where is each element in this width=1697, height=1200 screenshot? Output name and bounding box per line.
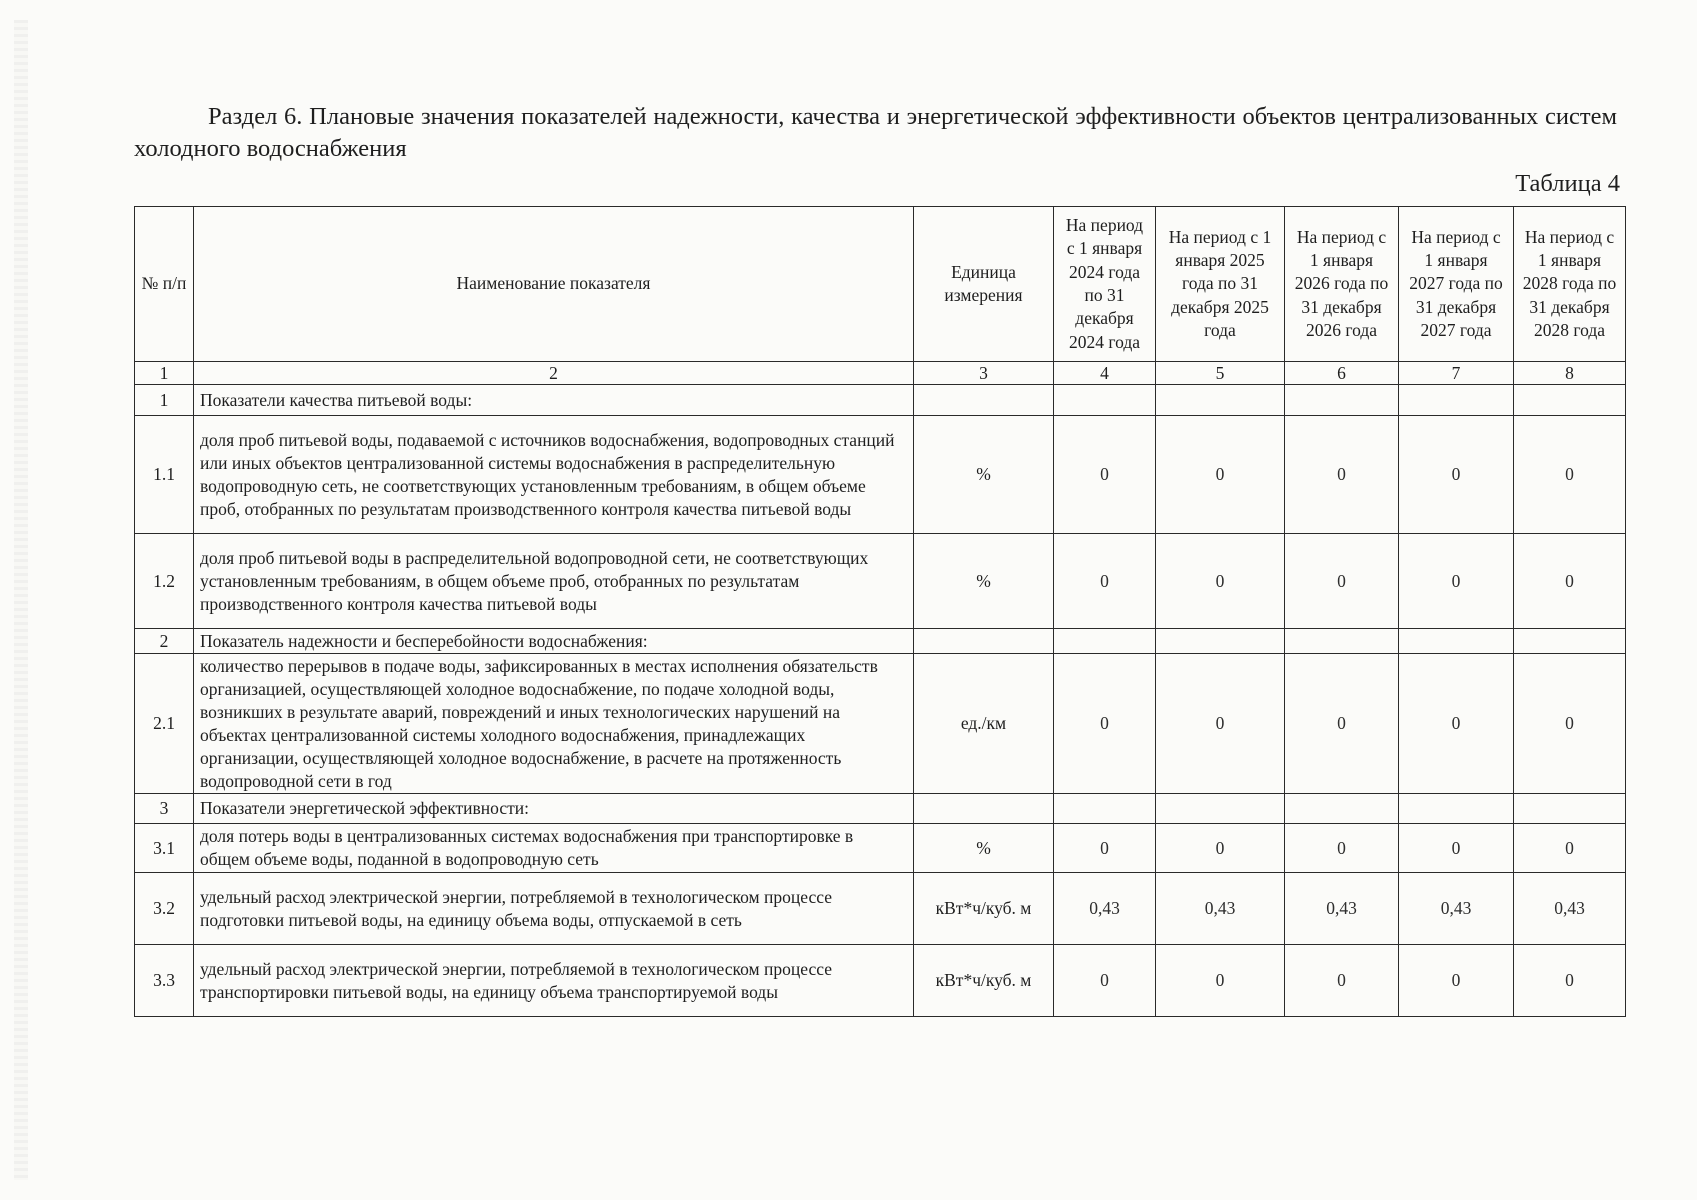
row-unit — [914, 385, 1054, 416]
row-value — [1156, 629, 1285, 654]
row-value: 0 — [1054, 534, 1156, 629]
row-value — [1156, 794, 1285, 824]
header-period-2027: На период с 1 января 2027 года по 31 декабря 2027 года — [1399, 207, 1514, 362]
header-period-2028: На период с 1 января 2028 года по 31 декабря 2028 года — [1514, 207, 1626, 362]
row-num: 1.1 — [135, 416, 194, 534]
row-value: 0,43 — [1285, 873, 1399, 945]
row-value: 0 — [1399, 824, 1514, 873]
row-value: 0 — [1285, 945, 1399, 1017]
row-name: Показатели энергетической эффективности: — [194, 794, 914, 824]
row-value: 0,43 — [1514, 873, 1626, 945]
row-value: 0 — [1285, 416, 1399, 534]
row-value: 0 — [1054, 945, 1156, 1017]
table-row — [135, 654, 1626, 794]
row-num: 1 — [135, 385, 194, 416]
row-value: 0 — [1156, 534, 1285, 629]
row-value: 0 — [1054, 416, 1156, 534]
row-name: удельный расход электрической энергии, потребляемой в технологическом процессе транспортировки питьевой воды, на единицу объема транспортируемой воды — [194, 945, 914, 1017]
row-value — [1156, 385, 1285, 416]
table-row — [135, 629, 1626, 654]
row-value — [1514, 794, 1626, 824]
column-number: 7 — [1399, 362, 1514, 385]
row-value: 0 — [1514, 824, 1626, 873]
row-value: 0 — [1156, 945, 1285, 1017]
row-value: 0 — [1054, 654, 1156, 794]
header-period-2025: На период с 1 января 2025 года по 31 декабря 2025 года — [1156, 207, 1285, 362]
row-value: 0 — [1054, 824, 1156, 873]
row-name: доля проб питьевой воды, подаваемой с источников водоснабжения, водопроводных станций или иных объектов централизованной системы водоснабжения в распределительную водопроводную сеть, не соответствующих установленным требованиям, в общем объеме проб, отобранных по результатам производственного контроля качества питьевой воды — [194, 416, 914, 534]
scan-edge-artifact — [14, 20, 28, 1180]
row-name: доля проб питьевой воды в распределительной водопроводной сети, не соответствующих установленным требованиям, в общем объеме проб, отобранных по результатам производственного контроля качества питьевой воды — [194, 534, 914, 629]
table-row — [135, 824, 1626, 873]
row-value: 0 — [1399, 654, 1514, 794]
table-header-row — [135, 207, 1626, 362]
row-value — [1285, 794, 1399, 824]
row-unit: кВт*ч/куб. м — [914, 945, 1054, 1017]
row-value — [1399, 794, 1514, 824]
row-value — [1514, 629, 1626, 654]
section-heading: Раздел 6. Плановые значения показателей надежности, качества и энергетической эффективности объектов централизованных систем холодного водоснабжения — [134, 103, 1617, 162]
row-num: 1.2 — [135, 534, 194, 629]
row-value: 0 — [1156, 416, 1285, 534]
row-num: 3.3 — [135, 945, 194, 1017]
header-name: Наименование показателя — [194, 207, 914, 362]
table-label: Таблица 4 — [1515, 170, 1620, 197]
row-value — [1054, 385, 1156, 416]
row-unit: % — [914, 416, 1054, 534]
column-number: 6 — [1285, 362, 1399, 385]
row-name: Показатель надежности и бесперебойности водоснабжения: — [194, 629, 914, 654]
row-name: количество перерывов в подаче воды, зафиксированных в местах исполнения обязательств организацией, осуществляющей холодное водоснабжение, по подаче холодной воды, возникших в результате аварий, повреждений и иных технологических нарушений на объектах централизованной системы холодного водоснабжения, принадлежащих организации, осуществляющей холодное водоснабжение, в расчете на протяженность водопроводной сети в год — [194, 654, 914, 794]
column-number-row — [135, 362, 1626, 385]
row-value: 0 — [1285, 824, 1399, 873]
row-value — [1054, 794, 1156, 824]
header-period-2026: На период с 1 января 2026 года по 31 декабря 2026 года — [1285, 207, 1399, 362]
indicators-table — [134, 206, 1626, 1017]
table-row — [135, 873, 1626, 945]
row-value: 0 — [1399, 534, 1514, 629]
row-value — [1399, 629, 1514, 654]
header-period-2024: На период с 1 января 2024 года по 31 декабря 2024 года — [1054, 207, 1156, 362]
table-row — [135, 794, 1626, 824]
table-row — [135, 416, 1626, 534]
row-value: 0 — [1399, 945, 1514, 1017]
header-num: № п/п — [135, 207, 194, 362]
row-value: 0,43 — [1156, 873, 1285, 945]
row-name: доля потерь воды в централизованных системах водоснабжения при транспортировке в общем объеме воды, поданной в водопроводную сеть — [194, 824, 914, 873]
row-value: 0 — [1514, 416, 1626, 534]
row-value: 0 — [1285, 534, 1399, 629]
column-number: 3 — [914, 362, 1054, 385]
row-value: 0 — [1399, 416, 1514, 534]
row-num: 2 — [135, 629, 194, 654]
row-value — [1399, 385, 1514, 416]
row-num: 3.2 — [135, 873, 194, 945]
row-value: 0 — [1285, 654, 1399, 794]
row-value: 0,43 — [1054, 873, 1156, 945]
row-name: Показатели качества питьевой воды: — [194, 385, 914, 416]
row-unit: кВт*ч/куб. м — [914, 873, 1054, 945]
table-row — [135, 385, 1626, 416]
row-name: удельный расход электрической энергии, потребляемой в технологическом процессе подготовки питьевой воды, на единицу объема воды, отпускаемой в сеть — [194, 873, 914, 945]
row-value: 0 — [1514, 534, 1626, 629]
row-value — [1285, 629, 1399, 654]
row-value — [1285, 385, 1399, 416]
row-unit — [914, 629, 1054, 654]
column-number: 1 — [135, 362, 194, 385]
row-num: 3 — [135, 794, 194, 824]
row-num: 3.1 — [135, 824, 194, 873]
table-row — [135, 534, 1626, 629]
row-unit — [914, 794, 1054, 824]
row-value: 0 — [1514, 654, 1626, 794]
row-value — [1054, 629, 1156, 654]
table-row — [135, 945, 1626, 1017]
column-number: 8 — [1514, 362, 1626, 385]
row-value: 0,43 — [1399, 873, 1514, 945]
row-value: 0 — [1514, 945, 1626, 1017]
column-number: 5 — [1156, 362, 1285, 385]
row-unit: % — [914, 534, 1054, 629]
column-number: 2 — [194, 362, 914, 385]
row-value — [1514, 385, 1626, 416]
row-value: 0 — [1156, 654, 1285, 794]
row-num: 2.1 — [135, 654, 194, 794]
row-unit: % — [914, 824, 1054, 873]
header-unit: Единица измерения — [914, 207, 1054, 362]
row-unit: ед./км — [914, 654, 1054, 794]
row-value: 0 — [1156, 824, 1285, 873]
column-number: 4 — [1054, 362, 1156, 385]
